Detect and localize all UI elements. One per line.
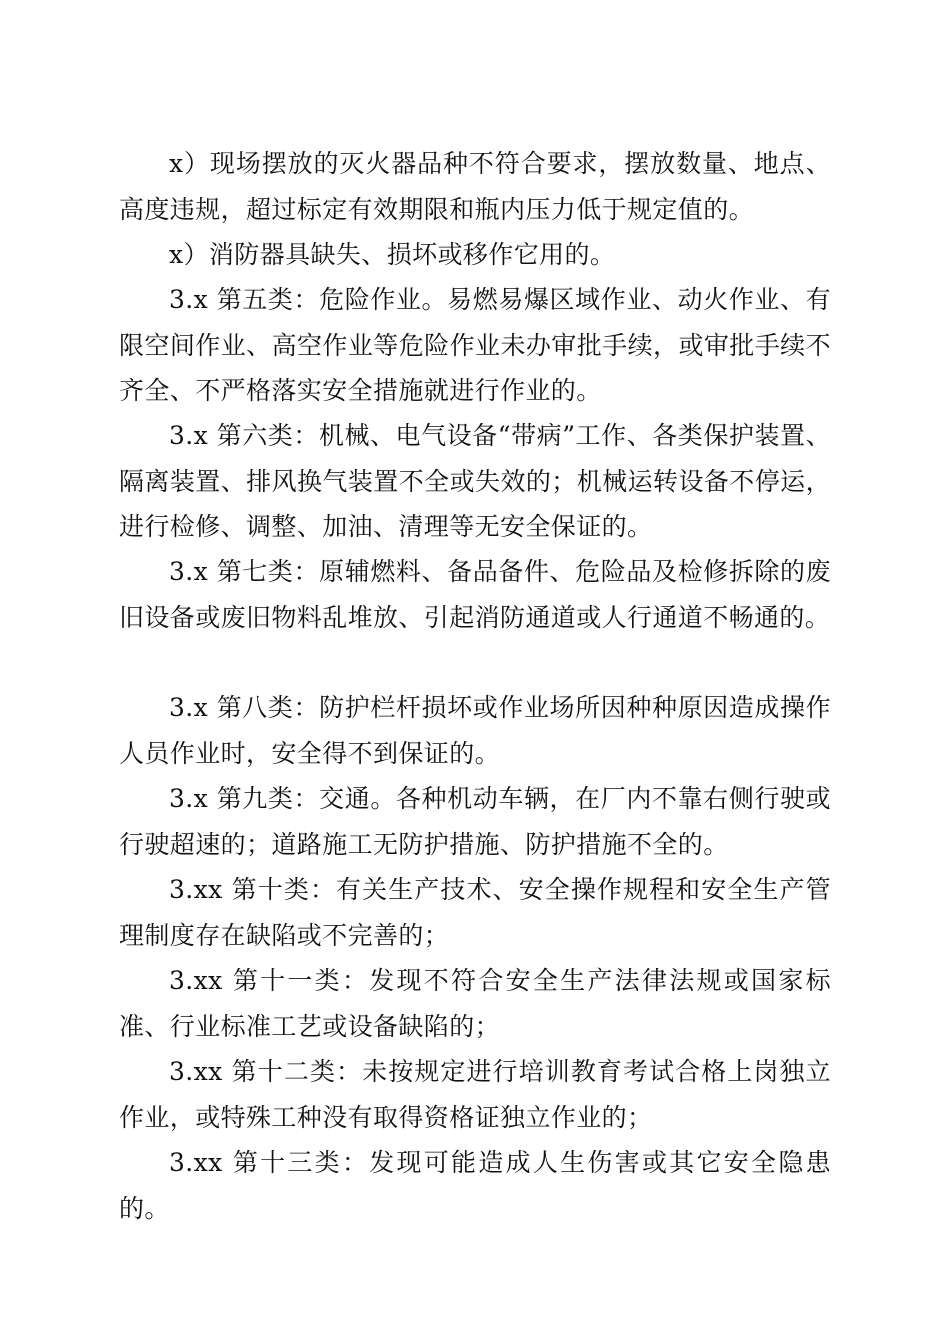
paragraph-category-7: 3.x 第七类：原辅燃料、备品备件、危险品及检修拆除的废旧设备或废旧物料乱堆放、引起消防通道或人行通道不畅通的。 xyxy=(119,557,831,632)
paragraph-category-9: 3.x 第九类：交通。各种机动车辆，在厂内不靠右侧行驶或行驶超速的；道路施工无防护措施、防护措施不全的。 xyxy=(119,784,831,859)
paragraph-category-5: 3.x 第五类：危险作业。易燃易爆区域作业、动火作业、有限空间作业、高空作业等危险作业未办审批手续，或审批手续不齐全、不严格落实安全措施就进行作业的。 xyxy=(119,285,831,405)
paragraph-category-6: 3.x 第六类：机械、电气设备“带病”工作、各类保护装置、隔离装置、排风换气装置不全或失效的；机械运转设备不停运，进行检修、调整、加油、清理等无安全保证的。 xyxy=(119,421,831,541)
paragraph-fire-equipment: x）消防器具缺失、损坏或移作它用的。 xyxy=(169,240,616,269)
paragraph-fire-extinguisher: x）现场摆放的灭火器品种不符合要求，摆放数量、地点、高度违规，超过标定有效期限和瓶内压力低于规定值的。 xyxy=(119,149,831,224)
paragraph-category-12: 3.xx 第十二类：未按规定进行培训教育考试合格上岗独立作业，或特殊工种没有取得资格证独立作业的； xyxy=(119,1057,831,1132)
paragraph-category-8: 3.x 第八类：防护栏杆损坏或作业场所因种种原因造成操作人员作业时，安全得不到保证的。 xyxy=(119,693,831,768)
paragraph-category-13: 3.xx 第十三类：发现可能造成人生伤害或其它安全隐患的。 xyxy=(119,1148,831,1223)
paragraph-category-10: 3.xx 第十类：有关生产技术、安全操作规程和安全生产管理制度存在缺陷或不完善的； xyxy=(119,875,831,950)
paragraph-category-11: 3.xx 第十一类：发现不符合安全生产法律法规或国家标准、行业标准工艺或设备缺陷的； xyxy=(119,966,831,1041)
